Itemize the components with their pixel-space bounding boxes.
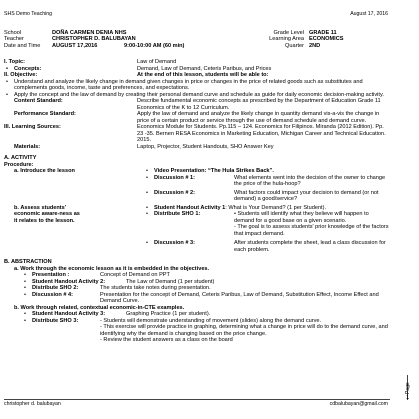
sho3-practice: - This exercise will provide practice in graphing, determining what a change in price will do to the demand curve, and identifying why the demand is changing based on the price change.: [100, 324, 388, 337]
discussion-2-label: Discussion # 2:: [154, 189, 196, 196]
sho2-label: Distribute SHO 2:: [32, 285, 79, 291]
bullet: •: [146, 174, 148, 181]
content-value: Describe fundamental economic concepts as prescribed by the Department of Education Grade 11 Economics of the K to 12 Curriculum.: [137, 98, 381, 111]
topic-label: I. Topic:: [4, 59, 26, 65]
concepts-label: Concepts:: [14, 65, 42, 72]
bullet: •: [146, 168, 148, 174]
performance-value: Apply the law of demand and analyze the likely change in quantity demand vis-a-vis the change in price of a certain product or service through the use of demand schedule and demand curve.: [137, 111, 380, 124]
time-value: 9:00-10:00 AM (60 min): [124, 42, 185, 49]
footer-email: cdbalubayan@gmail.com: [329, 401, 388, 407]
objective-label: II. Objective:: [4, 72, 38, 78]
page-label: Page: [405, 382, 411, 394]
datetime-label: Date and Time: [4, 42, 41, 49]
grade-label: Grade Level: [273, 30, 304, 36]
bullet: •: [146, 204, 148, 211]
teacher-value: CHRISTOPHER D. BALUBAYAN: [52, 36, 136, 43]
sha2-value: The Law of Demand (1 per student): [126, 278, 215, 285]
school-label: School: [4, 30, 22, 36]
sho3-text: - Students will demonstrate understanding of movement (slides) along the demand curve.: [100, 317, 322, 324]
abstraction-heading: B. ABSTRACTION: [4, 259, 52, 265]
topic-value: Law of Demand: [137, 59, 177, 65]
abstraction-a-label: a. Work through the economic lesson as it is embedded in the objectives.: [14, 265, 210, 272]
bullet: •: [24, 317, 26, 324]
assess-students-label: b. Assess students' economic aware-ness as it relates to the lesson.: [14, 204, 80, 224]
area-value: ECONOMICS: [309, 36, 344, 43]
objective-item: • Apply the concept and the law of demand by creating their personal demand curve and schedule as guide for daily economic decision-making activity.: [4, 92, 389, 99]
introduce-lesson-label: a. Introduce the lesson: [14, 168, 75, 174]
sho3-review: - Review the student answers as a class on the board: [100, 337, 233, 343]
content-label: Content Standard:: [14, 98, 63, 104]
discussion-1-label: Discussion # 1:: [154, 174, 196, 181]
sho2-value: The students take notes during presentation.: [100, 285, 211, 291]
footer-divider: [4, 399, 390, 400]
concepts-value: Demand, Law of Demand, Ceteris Paribus, and Prices: [137, 65, 272, 72]
presentation-label: Presentation :: [32, 272, 70, 278]
sho1-label: Distribute SHO 1:: [154, 211, 201, 217]
sha1-text: : What is Your Demand? (1 per Student).: [225, 204, 327, 211]
grade-value: GRADE 11: [309, 30, 337, 36]
header-title: SHS Demo Teaching: [4, 11, 53, 17]
objectives-list: [4, 79, 389, 99]
sho3-label: Distribute SHO 3:: [32, 317, 79, 324]
discussion-3-label: Discussion # 3:: [154, 240, 196, 246]
materials-label: Materials:: [14, 143, 41, 150]
bullet: •: [24, 291, 26, 298]
objective-item: • Understand and analyze the likely change in demand given changes in price or changes in the price of related goods such as substitutes and complements goods, income, taste and preferences, and expectations.: [4, 79, 389, 92]
video-presentation: Video Presentation: “The Hula Strikes Back”.: [154, 168, 274, 174]
discussion-1-text: What elements went into the decision of the owner to change the price of the hula-hoop?: [234, 174, 386, 187]
activity-heading: A. ACTIVITY: [4, 155, 37, 161]
bullet: •: [24, 272, 26, 278]
discussion-4-value: Presentation for the concept of Demand, Ceteris Paribus, Law of Demand, Substitution Effect, Income Effect and Demand Curve.: [100, 291, 379, 304]
sho1-goal: - The goal is to assess students' prior knowledge of the factors that impact demand.: [234, 224, 389, 237]
sources-label: III. Learning Sources:: [4, 124, 61, 130]
materials-value: Laptop, Projector, Student Handouts, SHO Answer Key: [137, 143, 274, 150]
lesson-sections: [4, 59, 389, 344]
quarter-label: Quarter: [285, 42, 304, 49]
bullet: •: [146, 189, 148, 196]
objective-intro: At the end of this lesson, students will be able to:: [137, 72, 269, 78]
lesson-info: [4, 30, 404, 49]
date-value: AUGUST 17,2016: [52, 42, 98, 49]
area-label: Learning Area: [269, 36, 304, 43]
abstraction-b-label: b. Work through related, contextual economic-in-CTE examples.: [14, 304, 185, 311]
sha3-value: Graphing Practice (1 per student).: [126, 311, 211, 317]
bullet: •: [24, 278, 26, 285]
quarter-value: 2ND: [309, 42, 321, 49]
bullet: •: [24, 285, 26, 291]
sources-value: Economics Module for Students. Pp.115 – 124. Economics for Filipinos. Miranda (2012 Edition). Pp. 23 -35. Bernen RESA Economics in Marketing Education, Michigan Career and Technical Education. 2015.: [137, 124, 386, 143]
discussion-3-text: After students complete the sheet, lead a class discussion for each problem.: [234, 240, 386, 253]
page-number-value: 1: [406, 395, 410, 401]
footer-author: christopher d. balubayan: [4, 401, 61, 407]
school-value: DOÑA CARMEN DENIA NHS: [52, 30, 127, 36]
sha2-label: Student Handout Activity 2:: [32, 278, 106, 285]
bullet: •: [146, 211, 148, 217]
page-number: [405, 374, 415, 402]
procedure-label: Procedure:: [4, 161, 34, 168]
sha3-label: Student Handout Activity 3:: [32, 311, 106, 317]
discussion-4-label: Discussion # 4:: [32, 291, 74, 298]
sho1-text: • Students will identify what they believe will happen to demand for a good base on a given scenario.: [234, 211, 369, 224]
discussion-2-text: What factors could impact your decision to demand (or not demand) a good/service?: [234, 189, 379, 202]
header-date: August 17, 2016: [350, 11, 388, 17]
bullet: •: [24, 311, 26, 317]
presentation-value: Concept of Demand on PPT: [100, 272, 170, 278]
performance-label: Performance Standard:: [14, 111, 76, 117]
bullet: •: [146, 240, 148, 246]
teacher-label: Teacher: [4, 36, 24, 43]
sha1-label: Student Handout Activity 1: [154, 204, 226, 211]
